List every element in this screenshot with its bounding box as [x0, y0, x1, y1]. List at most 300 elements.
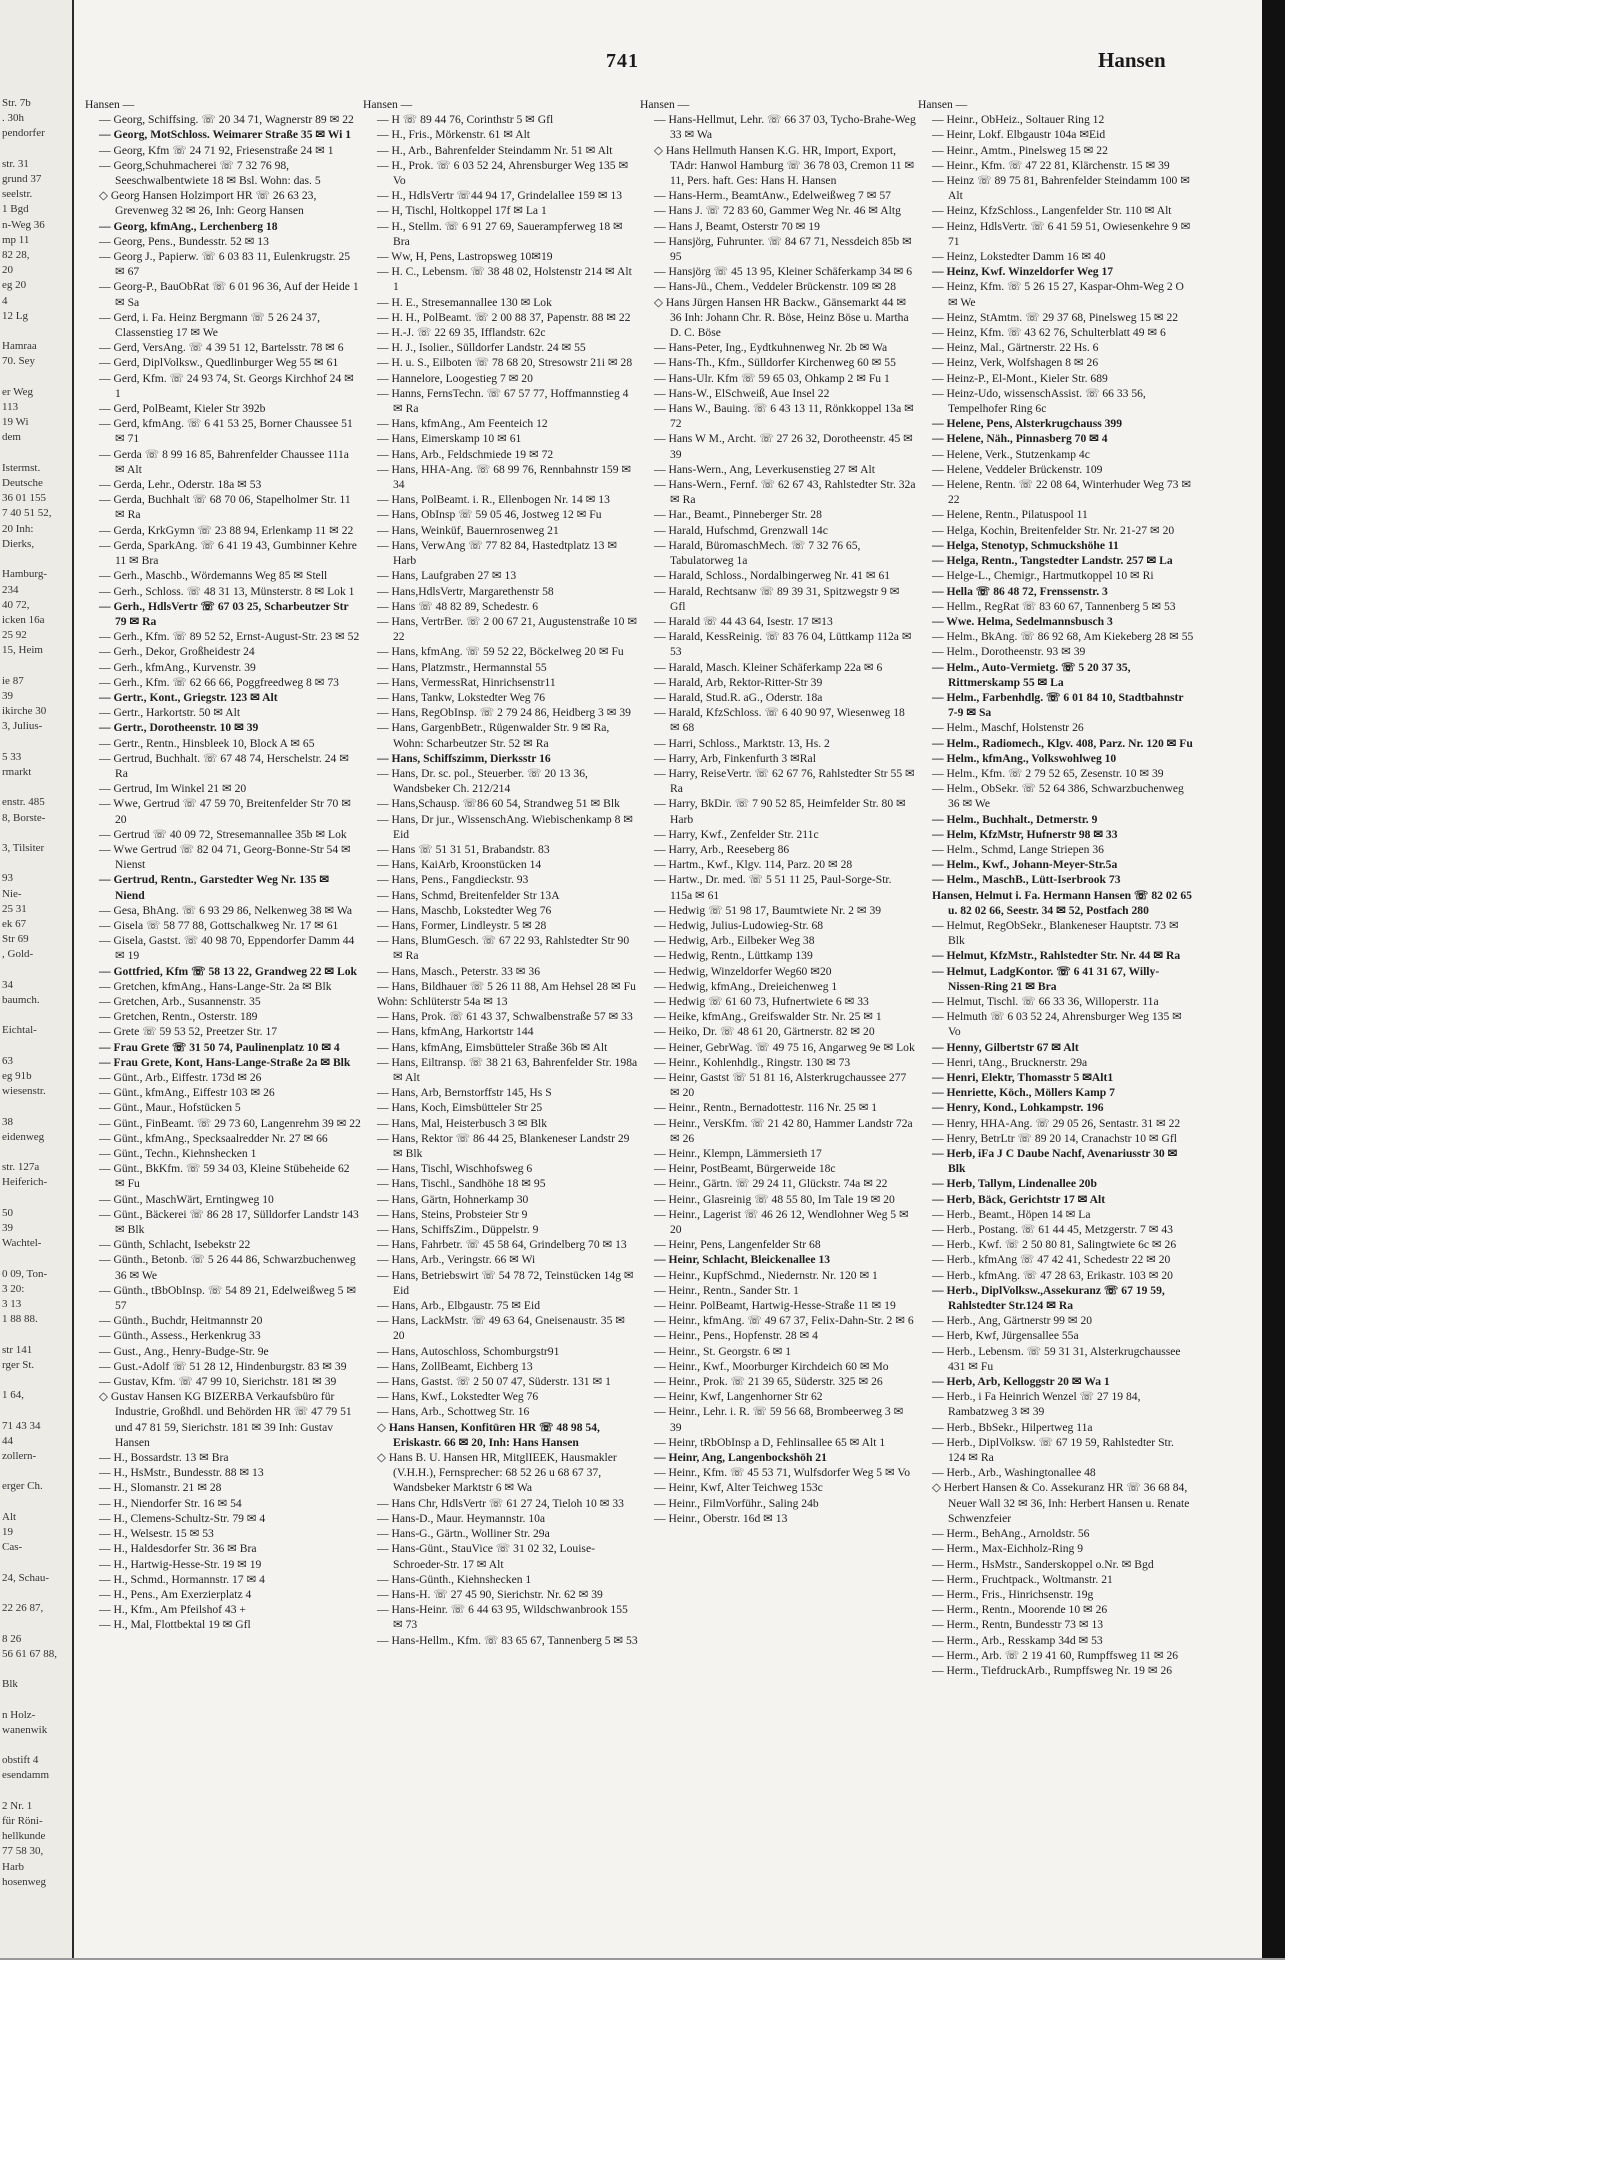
previous-page-fragment: 4 — [2, 294, 8, 307]
directory-entry: — Hartm., Kwf., Klgv. 114, Parz. 20 ✉ 28 — [654, 858, 853, 872]
directory-entry: — Hans, Tischl, Wischhofsweg 6 — [377, 1162, 533, 1176]
column-heading: Hansen — — [363, 98, 413, 111]
directory-entry: — Georg, kfmAng., Lerchenberg 18 — [99, 219, 278, 233]
directory-entry: — Harry, BkDir. ☏ 7 90 52 85, Heimfelder Str. 80 ✉ Harb — [654, 797, 906, 826]
directory-entry: — Herm., HsMstr., Sanderskoppel o.Nr. ✉ Bgd — [932, 1557, 1154, 1571]
previous-page-fragment: 1 64, — [2, 1389, 24, 1402]
directory-entry: — Herb., Kwf. ☏ 2 50 80 81, Salingtwiete 6c ✉ 26 — [932, 1238, 1177, 1252]
directory-entry: — Heinr., Kohlenhdlg., Ringstr. 130 ✉ 73 — [654, 1055, 851, 1069]
previous-page-fragment — [0, 1784, 57, 1799]
directory-entry: — Günt., FinBeamt. ☏ 29 73 60, Langenrehm 39 ✉ 22 — [99, 1116, 361, 1130]
directory-entry: — Hans, Rektor ☏ 86 44 25, Blankeneser Landstr 29 ✉ Blk — [377, 1131, 630, 1161]
directory-entry: — Heinr., KupfSchmd., Niedernstr. Nr. 120 ✉ 1 — [654, 1268, 878, 1282]
previous-page-fragment: 1 Bgd — [2, 203, 29, 216]
directory-entry: — Hans, Schiffszimm, Dierksstr 16 — [377, 751, 551, 765]
directory-entry: — Helm., Dorotheenstr. 93 ✉ 39 — [932, 645, 1086, 659]
directory-entry: — Günt., Maur., Hofstücken 5 — [99, 1101, 241, 1115]
directory-entry: — Herm., TiefdruckArb., Rumpffsweg Nr. 19 ✉ 26 — [932, 1663, 1173, 1677]
directory-entry: — H ☏ 89 44 76, Corinthstr 5 ✉ Gfl — [377, 113, 554, 127]
directory-entry: — Hans, Tischl., Sandhöhe 18 ✉ 95 — [377, 1177, 546, 1191]
previous-page-fragment — [0, 1039, 57, 1054]
directory-entry: — Hans, VermessRat, Hinrichsenstr11 — [377, 675, 556, 689]
directory-entry: — Hans, ObInsp ☏ 59 05 46, Jostweg 12 ✉ Fu — [377, 508, 602, 522]
directory-entry: — Gerd, DiplVolksw., Quedlinburger Weg 55 ✉ 61 — [99, 356, 339, 370]
directory-entry: — Helm., Kfm. ☏ 2 79 52 65, Zesenstr. 10 ✉ 39 — [932, 766, 1164, 780]
directory-entry: — Heinr., Kwf., Moorburger Kirchdeich 60 ✉ Mo — [654, 1359, 889, 1373]
previous-page-fragment: 34 — [2, 978, 13, 991]
previous-page-fragment: Cas- — [2, 1541, 23, 1554]
directory-entry: — Georg,Schuhmacherei ☏ 7 32 76 98, Seeschwalbentwiete 18 ✉ Bsl. Wohn: das. 5 — [99, 158, 321, 188]
directory-entry: — Henri, tAng., Brucknerstr. 29a — [932, 1055, 1088, 1069]
directory-entry: — H., Stellm. ☏ 6 91 27 69, Sauerampferweg 18 ✉ Bra — [377, 219, 623, 248]
directory-entry: — Hans, Gärtn, Hohnerkamp 30 — [377, 1192, 529, 1206]
directory-entry: — H., Pens., Am Exerzierplatz 4 — [99, 1587, 252, 1601]
directory-entry: — Hans, Schmd, Breitenfelder Str 13A — [377, 888, 560, 902]
previous-page-fragment — [0, 1191, 57, 1206]
previous-page-fragment: , Gold- — [2, 948, 34, 961]
previous-page-fragment — [0, 735, 57, 750]
directory-entry: — Heinr., VersKfm. ☏ 21 42 80, Hammer Landstr 72a ✉ 26 — [654, 1116, 913, 1145]
directory-entry: — Hans-G., Gärtn., Wolliner Str. 29a — [377, 1527, 550, 1541]
previous-page-fragment: er Weg — [2, 385, 33, 398]
directory-entry: — Wwe. Helma, Sedelmannsbusch 3 — [932, 614, 1113, 628]
directory-entry: — Helga, Stenotyp, Schmuckshöhe 11 — [932, 538, 1119, 552]
directory-entry: — Hedwig, Winzeldorfer Weg60 ✉20 — [654, 964, 832, 978]
directory-entry: — Hans-Jü., Chem., Veddeler Brückenstr. 109 ✉ 28 — [654, 280, 896, 294]
previous-page-fragment: 3 20: — [2, 1282, 25, 1295]
directory-entry: — Helm., Maschf, Holstenstr 26 — [932, 721, 1084, 735]
directory-entry: — Gretchen, kfmAng., Hans-Lange-Str. 2a ✉ Blk — [99, 979, 332, 993]
previous-page-fragment: esendamm — [2, 1769, 50, 1782]
previous-page-fragment — [0, 1495, 57, 1510]
directory-entry: — Heinr, Ang, Langenbockshöh 21 — [654, 1451, 827, 1465]
directory-entry: — H., Schmd., Hormannstr. 17 ✉ 4 — [99, 1572, 265, 1586]
directory-entry: — Herb., Arb., Washingtonallee 48 — [932, 1466, 1096, 1480]
previous-page-fragment: 82 28, — [2, 249, 30, 262]
directory-entry: — Hans, Masch., Peterstr. 33 ✉ 36 — [377, 964, 540, 978]
directory-entry: — Gerh., Schloss. ☏ 48 31 13, Münsterstr. 8 ✉ Lok 1 — [99, 584, 355, 598]
previous-page-fragment: 71 43 34 — [2, 1419, 41, 1432]
directory-entry: — Henry, BetrLtr ☏ 89 20 14, Cranachstr 10 ✉ Gfl — [932, 1131, 1177, 1145]
previous-page-fragment: 3, Tilsiter — [2, 841, 45, 854]
directory-entry: ◇ Gustav Hansen KG BIZERBA Verkaufsbüro für Industrie, Großhdl. und Behörden HR ☏ 47 79 51 und 47 81 59, Sierichstr. 181 ✉ 39 Inh: Gustav Hansen — [99, 1390, 352, 1449]
directory-entry: — Herm., Rentn., Moorende 10 ✉ 26 — [932, 1603, 1108, 1617]
directory-entry: — Hans, VerwAng ☏ 77 82 84, Hastedtplatz 13 ✉ Harb — [377, 538, 618, 568]
directory-entry: — Hans W., Bauing. ☏ 6 43 13 11, Rönkkoppel 13a ✉ 72 — [654, 402, 914, 431]
directory-entry: — Heinr., Gärtn. ☏ 29 24 11, Glückstr. 74a ✉ 22 — [654, 1177, 888, 1191]
directory-entry: — Gerda, Buchhalt ☏ 68 70 06, Stapelholmer Str. 11 ✉ Ra — [99, 493, 351, 522]
previous-page-fragment: 8, Borste- — [2, 811, 46, 824]
directory-column-1 — [85, 97, 361, 1633]
directory-entry: — Helm., Buchhalt., Detmerstr. 9 — [932, 812, 1098, 826]
directory-entry: — Heinz, Kfm. ☏ 43 62 76, Schulterblatt 49 ✉ 6 — [932, 326, 1166, 340]
directory-entry: — Hans, Arb., Veringstr. 66 ✉ Wi — [377, 1253, 536, 1267]
previous-page-fragment: 2 Nr. 1 — [2, 1799, 33, 1812]
previous-page-fragment: Alt — [2, 1510, 17, 1523]
directory-entry: — Frau Grete, Kont, Hans-Lange-Straße 2a ✉ Blk — [99, 1055, 351, 1069]
directory-entry: — Heinz, Verk, Wolfshagen 8 ✉ 26 — [932, 356, 1099, 370]
previous-page-fragment: Harb — [2, 1860, 24, 1873]
directory-entry: — Herb., kfmAng. ☏ 47 28 63, Erikastr. 103 ✉ 20 — [932, 1268, 1173, 1282]
previous-page-fragment: rger St. — [2, 1358, 35, 1371]
directory-entry: — Günt., BkKfm. ☏ 59 34 03, Kleine Stübeheide 62 ✉ Fu — [99, 1162, 350, 1191]
directory-entry: — Hansjörg, Fuhrunter. ☏ 84 67 71, Nessdeich 85b ✉ 95 — [654, 234, 912, 264]
directory-entry: — Günt., kfmAng., Eiffestr 103 ✉ 26 — [99, 1086, 275, 1100]
previous-page-fragment: 93 — [2, 872, 13, 885]
previous-page-fragment: n-Weg 36 — [2, 218, 45, 231]
directory-entry: — Gerh., Maschb., Wördemanns Weg 85 ✉ Stell — [99, 569, 328, 583]
directory-entry: ◇ Georg Hansen Holzimport HR ☏ 26 63 23, Grevenweg 32 ✉ 26, Inh: Georg Hansen — [99, 189, 317, 218]
directory-entry: — Wwe Gertrud ☏ 82 04 71, Georg-Bonne-Str 54 ✉ Nienst — [99, 842, 351, 872]
directory-entry: — Herb, iFa J C Daube Nachf, Avenariusstr 30 ✉ Blk — [932, 1147, 1178, 1176]
previous-page-fragment: 7 40 51 52, — [2, 507, 52, 520]
directory-entry: — Hans, Laufgraben 27 ✉ 13 — [377, 569, 517, 583]
directory-entry: — Heinr, Lokf. Elbgaustr 104a ✉Eid — [932, 128, 1106, 142]
directory-entry: — Herb., DiplVolksw. ☏ 67 19 59, Rahlstedter Str. 124 ✉ Ra — [932, 1435, 1174, 1465]
previous-page-fragment: 40 72, — [2, 598, 30, 611]
directory-entry: — Hans ☏ 51 31 51, Brabandstr. 83 — [377, 842, 550, 856]
directory-entry: — Grete ☏ 59 53 52, Preetzer Str. 17 — [99, 1025, 278, 1039]
directory-entry: — Herb, Tallym, Lindenallee 20b — [932, 1177, 1097, 1191]
directory-entry: — Hans-Günt., StauVice ☏ 31 02 32, Louise-Schroeder-Str. 17 ✉ Alt — [377, 1542, 595, 1571]
directory-entry: — Henry, HHA-Ang. ☏ 29 05 26, Sentastr. 31 ✉ 22 — [932, 1116, 1181, 1130]
directory-entry: — Hans-Günth., Kiehnshecken 1 — [377, 1572, 532, 1586]
previous-page-fragment: 20 — [2, 264, 13, 277]
directory-entry: — Gesa, BhAng. ☏ 6 93 29 86, Nelkenweg 38 ✉ Wa — [99, 903, 352, 917]
previous-page-fragment: eidenweg — [2, 1130, 45, 1143]
directory-entry: — Günt., Techn., Kiehnshecken 1 — [99, 1147, 257, 1161]
previous-page-fragment: 12 Lg — [2, 309, 28, 322]
directory-entry: — Hans, Fahrbetr. ☏ 45 58 64, Grindelberg 70 ✉ 13 — [377, 1238, 627, 1252]
directory-entry: — H., Prok. ☏ 6 03 52 24, Ahrensburger Weg 135 ✉ Vo — [377, 158, 629, 188]
previous-page-fragment — [0, 856, 57, 871]
directory-entry: — Heinz ☏ 89 75 81, Bahrenfelder Steindamm 100 ✉ Alt — [932, 174, 1190, 203]
directory-entry: — Heinr, Gastst ☏ 51 81 16, Alsterkrugchaussee 277 ✉ 20 — [654, 1071, 907, 1100]
directory-column-2 — [363, 97, 639, 1648]
previous-page-fragment: str 141 — [2, 1343, 33, 1356]
directory-entry: — Helmut, RegObSekr., Blankeneser Hauptstr. 73 ✉ Blk — [932, 918, 1179, 948]
directory-entry: — Helene, Näh., Pinnasberg 70 ✉ 4 — [932, 432, 1108, 446]
previous-page-fragment: dem — [2, 431, 21, 444]
previous-page-fragment: seelstr. — [2, 188, 33, 201]
directory-entry: — Hedwig ☏ 51 98 17, Baumtwiete Nr. 2 ✉ 39 — [654, 903, 882, 917]
directory-entry: — Heinr., Amtm., Pinelsweg 15 ✉ 22 — [932, 143, 1108, 157]
directory-entry: — Hella ☏ 86 48 72, Frenssenstr. 3 — [932, 584, 1108, 598]
previous-page-fragment — [0, 1403, 57, 1418]
directory-entry: — H., Clemens-Schultz-Str. 79 ✉ 4 — [99, 1511, 266, 1525]
directory-entry: — Gerh., kfmAng., Kurvenstr. 39 — [99, 660, 256, 674]
previous-page-fragment: icken 16a — [2, 613, 45, 626]
previous-page-fragment: 5 33 — [2, 750, 22, 763]
previous-page-fragment: str. 31 — [2, 157, 29, 170]
previous-page-fragment: ikirche 30 — [2, 705, 47, 718]
previous-page-fragment — [0, 370, 57, 385]
directory-entry: — Helmut, KfzMstr., Rahlstedter Str. Nr. 44 ✉ Ra — [932, 949, 1181, 963]
directory-entry: — Heinr. PolBeamt, Hartwig-Hesse-Straße 11 ✉ 19 — [654, 1299, 896, 1313]
directory-entry: Wohn: Schlüterstr 54a ✉ 13 — [377, 994, 508, 1008]
directory-entry: — H., HdlsVertr ☏44 94 17, Grindelallee 159 ✉ 13 — [377, 189, 623, 203]
directory-entry: — Hans, Pens., Fangdieckstr. 93 — [377, 873, 529, 887]
directory-entry: — Gerh., Dekor, Großheidestr 24 — [99, 645, 255, 659]
scan-edge — [1262, 0, 1285, 1960]
previous-page-fragment: erger Ch. — [2, 1480, 43, 1493]
previous-page-fragment — [0, 1616, 57, 1631]
directory-entry: — H., Mal, Flottbektal 19 ✉ Gfl — [99, 1618, 251, 1632]
directory-entry: — Gustav, Kfm. ☏ 47 99 10, Sierichstr. 181 ✉ 39 — [99, 1375, 337, 1389]
directory-entry: — Hans-H. ☏ 27 45 90, Sierichstr. Nr. 62 ✉ 39 — [377, 1587, 603, 1601]
directory-entry: — Herm., Fruchtpack., Woltmanstr. 21 — [932, 1572, 1113, 1586]
previous-page-fragment: 3, Julius- — [2, 720, 43, 733]
previous-page-fragment: wiesenstr. — [2, 1085, 46, 1098]
directory-entry: — Hans-W., ElSchweiß, Aue Insel 22 — [654, 386, 830, 400]
directory-entry: — Helga, Kochin, Breitenfelder Str. Nr. 21-27 ✉ 20 — [932, 523, 1175, 537]
directory-entry: — Hans, Gastst. ☏ 2 50 07 47, Süderstr. 131 ✉ 1 — [377, 1375, 611, 1389]
previous-page-fragment: rmarkt — [2, 765, 32, 778]
directory-entry: — Henri, Elektr, Thomasstr 5 ✉Alt1 — [932, 1071, 1114, 1084]
directory-entry: — Günt., Bäckerei ☏ 86 28 17, Sülldorfer Landstr 143 ✉ Blk — [99, 1207, 359, 1237]
directory-entry: — Georg, Pens., Bundesstr. 52 ✉ 13 — [99, 234, 269, 248]
directory-entry: — H, Tischl, Holtkoppel 17f ✉ La 1 — [377, 204, 547, 218]
directory-entry: — Hans, Kwf., Lokstedter Weg 76 — [377, 1390, 539, 1404]
directory-entry: — H. E., Stresemannallee 130 ✉ Lok — [377, 295, 552, 309]
directory-entry: — Herb., i Fa Heinrich Wenzel ☏ 27 19 84, Rambatzweg 3 ✉ 39 — [932, 1390, 1141, 1419]
previous-page-fragment: 24, Schau- — [2, 1571, 50, 1584]
directory-entry: — Herb., Beamt., Höpen 14 ✉ La — [932, 1207, 1091, 1221]
previous-page-fragment — [0, 1145, 57, 1160]
directory-entry: — Heinr., Oberstr. 16d ✉ 13 — [654, 1511, 788, 1525]
directory-entry: — Heinz, HdlsVertr. ☏ 6 41 59 51, Owiesenkehre 9 ✉ 71 — [932, 219, 1191, 248]
directory-entry: — Hellm., RegRat ☏ 83 60 67, Tannenberg 5 ✉ 53 — [932, 599, 1176, 613]
directory-entry: — Gerd, PolBeamt, Kieler Str 392b — [99, 402, 266, 416]
previous-page-fragment — [0, 1738, 57, 1753]
directory-entry: — Hans-Th., Kfm., Sülldorfer Kirchenweg 60 ✉ 55 — [654, 356, 896, 370]
directory-entry: — Heinr., Kfm. ☏ 45 53 71, Wulfsdorfer Weg 5 ✉ Vo — [654, 1466, 911, 1480]
directory-entry: — Heinr, Kwf, Langenhorner Str 62 — [654, 1390, 823, 1404]
previous-page-fragment — [0, 1327, 57, 1342]
directory-entry: — Hans, Steins, Probsteier Str 9 — [377, 1207, 528, 1221]
directory-entry: — Helene, Veddeler Brückenstr. 109 — [932, 462, 1103, 476]
directory-entry: — Georg-P., BauObRat ☏ 6 01 96 36, Auf der Heide 1 ✉ Sa — [99, 280, 359, 309]
directory-entry: — H.-J. ☏ 22 69 35, Ifflandstr. 62c — [377, 326, 546, 340]
directory-entry: — Hans, Arb, Bernstorffstr 145, Hs S — [377, 1086, 552, 1100]
directory-entry: — Helene, Pens, Alsterkrugchauss 399 — [932, 417, 1123, 431]
previous-page-fragment: 25 92 — [2, 629, 27, 642]
previous-page-fragment — [0, 1251, 57, 1266]
column-heading: Hansen — — [640, 98, 690, 111]
directory-entry: — Harald, Masch. Kleiner Schäferkamp 22a ✉ 6 — [654, 660, 883, 674]
previous-page-fragment — [0, 963, 57, 978]
directory-entry: — Heinr., kfmAng. ☏ 49 67 37, Felix-Dahn-Str. 2 ✉ 6 — [654, 1314, 914, 1328]
directory-entry: Hansen, Helmut i. Fa. Hermann Hansen ☏ 82 02 65 u. 82 02 66, Seestr. 34 ✉ 52, Postfach 280 — [932, 888, 1192, 917]
directory-entry: — H. J., Isolier., Sülldorfer Landstr. 24 ✉ 55 — [377, 341, 586, 355]
previous-page-fragment: 36 01 155 — [2, 492, 46, 505]
directory-entry: — Gerda, KrkGymn ☏ 23 88 94, Erlenkamp 11 ✉ 22 — [99, 523, 354, 537]
directory-entry: — Hans W M., Archt. ☏ 27 26 32, Dorotheenstr. 45 ✉ 39 — [654, 432, 913, 461]
directory-entry: — Günt., MaschWärt, Erntingweg 10 — [99, 1192, 274, 1206]
directory-entry: — Hans-Hellmut, Lehr. ☏ 66 37 03, Tycho-Brahe-Weg 33 ✉ Wa — [654, 113, 916, 142]
directory-entry: — H., Haldesdorfer Str. 36 ✉ Bra — [99, 1542, 257, 1556]
directory-entry: — Hans, VertrBer. ☏ 2 00 67 21, Augustenstraße 10 ✉ 22 — [377, 614, 638, 644]
directory-entry: — Hans, KaiArb, Kroonstücken 14 — [377, 858, 542, 872]
directory-entry: — Harald, KessReinig. ☏ 83 76 04, Lüttkamp 112a ✉ 53 — [654, 630, 912, 659]
directory-entry: — Hans, Betriebswirt ☏ 54 78 72, Teinstücken 14g ✉ Eid — [377, 1268, 634, 1297]
directory-entry: — Helm., Kwf., Johann-Meyer-Str.5a — [932, 858, 1118, 872]
column-heading: Hansen — — [85, 98, 135, 111]
directory-entry: — Hans, Arb., Feldschmiede 19 ✉ 72 — [377, 447, 554, 461]
directory-entry: — Hans, GargenbBetr., Rügenwalder Str. 9 ✉ Ra, Wohn: Scharbeutzer Str. 52 ✉ Ra — [377, 721, 610, 750]
scan-bottom-edge — [0, 1958, 1285, 1960]
directory-entry: — Gerd, VersAng. ☏ 4 39 51 12, Bartelsstr. 78 ✉ 6 — [99, 341, 344, 355]
directory-entry: — Hartw., Dr. med. ☏ 5 51 11 25, Paul-Sorge-Str. 115a ✉ 61 — [654, 873, 892, 902]
previous-page-fragment — [0, 1556, 57, 1571]
directory-entry: — Hedwig ☏ 61 60 73, Hufnertwiete 6 ✉ 33 — [654, 994, 869, 1008]
directory-entry: — Hans, BlumGesch. ☏ 67 22 93, Rahlstedter Str 90 ✉ Ra — [377, 934, 630, 963]
directory-entry: — Herb., kfmAng ☏ 47 42 41, Schedestr 22 ✉ 20 — [932, 1253, 1171, 1267]
previous-page-fragment: Nie- — [2, 887, 22, 900]
directory-entry: — Heinz, Kfm. ☏ 5 26 15 27, Kaspar-Ohm-Weg 2 O ✉ We — [932, 280, 1184, 309]
previous-page-fragment: Istermst. — [2, 461, 41, 474]
directory-entry: — Gertr., Harkortstr. 50 ✉ Alt — [99, 706, 241, 720]
previous-page-fragment: Wachtel- — [2, 1237, 42, 1250]
directory-entry: — Hans, Koch, Eimsbütteler Str 25 — [377, 1101, 543, 1115]
directory-entry: — Heinr., Pens., Hopfenstr. 28 ✉ 4 — [654, 1329, 818, 1343]
directory-entry: — Herb., DiplVolksw.,Assekuranz ☏ 67 19 59, Rahlstedter Str.124 ✉ Ra — [932, 1283, 1165, 1313]
previous-page-fragment — [0, 659, 57, 674]
directory-entry: — H., Welsestr. 15 ✉ 53 — [99, 1527, 214, 1541]
directory-entry: — Heinr., Kfm. ☏ 47 22 81, Klärchenstr. 15 ✉ 39 — [932, 158, 1170, 172]
directory-entry: — Gerh., HdlsVertr ☏ 67 03 25, Scharbeutzer Str 79 ✉ Ra — [99, 599, 349, 628]
directory-entry: — Heinr, tRbObInsp a D, Fehlinsallee 65 ✉ Alt 1 — [654, 1435, 886, 1449]
directory-entry: — Hans, Dr. sc. pol., Steuerber. ☏ 20 13 36, Wandsbeker Ch. 212/214 — [377, 766, 588, 796]
directory-entry: — Gust., Ang., Henry-Budge-Str. 9e — [99, 1344, 269, 1358]
previous-page-fragment: 39 — [2, 1222, 13, 1235]
directory-entry: — Hans, PolBeamt. i. R., Ellenbogen Nr. 14 ✉ 13 — [377, 493, 610, 507]
previous-page-fragment: 22 26 87, — [2, 1602, 44, 1615]
directory-entry: — Gertr., Rentn., Hinsbleek 10, Block A ✉ 65 — [99, 736, 315, 750]
directory-entry: — H., Arb., Bahrenfelder Steindamm Nr. 51 ✉ Alt — [377, 143, 613, 157]
directory-entry: — Hans, Eiltransp. ☏ 38 21 63, Bahrenfelder Str. 198a ✉ Alt — [377, 1055, 638, 1084]
previous-page-fragments — [0, 96, 57, 1890]
directory-entry: — Heiko, Dr. ☏ 48 61 20, Gärtnerstr. 82 ✉ 20 — [654, 1025, 875, 1039]
directory-column-4 — [918, 97, 1194, 1678]
directory-entry: — H. u. S., Eilboten ☏ 78 68 20, Stresowstr 21i ✉ 28 — [377, 356, 633, 370]
directory-entry: — Gertr., Dorotheenstr. 10 ✉ 39 — [99, 721, 259, 735]
previous-page-fragment: 38 — [2, 1115, 13, 1128]
directory-entry: — Gertrud, Rentn., Garstedter Weg Nr. 135 ✉ Niend — [99, 873, 330, 902]
directory-entry: — Herm., BehAng., Arnoldstr. 56 — [932, 1527, 1090, 1541]
directory-entry: — Helm., Radiomech., Klgv. 408, Parz. Nr. 120 ✉ Fu — [932, 736, 1193, 750]
directory-entry: — Günth., Buchdr, Heitmannstr 20 — [99, 1314, 263, 1328]
previous-page-fragment: Eichtal- — [2, 1024, 37, 1037]
previous-page-fragment: Str 69 — [2, 933, 29, 946]
previous-page-fragment: 56 61 67 88, — [2, 1647, 57, 1660]
directory-entry: — Har., Beamt., Pinneberger Str. 28 — [654, 508, 822, 522]
directory-entry: — Heinr, PostBeamt, Bürgerweide 18c — [654, 1162, 836, 1176]
directory-entry: — Harry, ReiseVertr. ☏ 62 67 76, Rahlstedter Str 55 ✉ Ra — [654, 766, 915, 796]
directory-entry: — Helm., kfmAng., Volkswohlweg 10 — [932, 751, 1117, 765]
directory-entry: — Hans, HHA-Ang. ☏ 68 99 76, Rennbahnstr 159 ✉ 34 — [377, 462, 632, 492]
previous-page-fragment: obstift 4 — [2, 1754, 39, 1767]
directory-entry: — Hannelore, Loogestieg 7 ✉ 20 — [377, 371, 533, 385]
directory-entry: — Henry, Kond., Lohkampstr. 196 — [932, 1101, 1104, 1115]
directory-entry: — Hans,Schausp. ☏86 60 54, Strandweg 51 ✉ Blk — [377, 797, 620, 811]
directory-entry: — Gust.-Adolf ☏ 51 28 12, Hindenburgstr. 83 ✉ 39 — [99, 1359, 347, 1373]
previous-page-fragment: Dierks, — [2, 537, 35, 550]
directory-entry: — Gretchen, Arb., Susannenstr. 35 — [99, 994, 261, 1008]
directory-entry: — Heinr., Lagerist ☏ 46 26 12, Wendlohner Weg 5 ✉ 20 — [654, 1207, 909, 1237]
directory-entry: — Hans, Dr jur., WissenschAng. Wiebischenkamp 8 ✉ Eid — [377, 812, 633, 841]
directory-entry: — Gertr., Kont., Griegstr. 123 ✉ Alt — [99, 690, 278, 704]
directory-entry: — Hans, Mal, Heisterbusch 3 ✉ Blk — [377, 1116, 548, 1130]
previous-page-fragment — [0, 780, 57, 795]
directory-entry: — Helga, Rentn., Tangstedter Landstr. 257 ✉ La — [932, 554, 1173, 568]
directory-entry: — Gerh., Kfm. ☏ 89 52 52, Ernst-August-Str. 23 ✉ 52 — [99, 630, 360, 644]
directory-entry: — Günt., kfmAng., Specksaalredder Nr. 27 ✉ 66 — [99, 1131, 328, 1145]
directory-entry: — Günt., Arb., Eiffestr. 173d ✉ 26 — [99, 1071, 262, 1084]
previous-page-fragment: für Röni- — [2, 1814, 43, 1827]
directory-entry: ◇ Herbert Hansen & Co. Assekuranz HR ☏ 36 68 84, Neuer Wall 32 ✉ 36, Inh: Herbert Hansen u. Renate Schwenzfeier — [932, 1481, 1190, 1525]
directory-entry: — Harry, Kwf., Zenfelder Str. 211c — [654, 827, 819, 841]
previous-page-fragment: wanenwik — [2, 1723, 48, 1736]
directory-entry: — Herm., Max-Eichholz-Ring 9 — [932, 1542, 1084, 1556]
previous-page-fragment — [0, 1586, 57, 1601]
directory-entry: — H. H., PolBeamt. ☏ 2 00 88 37, Papenstr. 88 ✉ 22 — [377, 310, 631, 324]
previous-page-fragment: enstr. 485 — [2, 796, 45, 809]
directory-entry: — Gretchen, Rentn., Osterstr. 189 — [99, 1010, 258, 1024]
directory-entry: — Helene, Verk., Stutzenkamp 4c — [932, 447, 1090, 461]
directory-entry: — Gerda ☏ 8 99 16 85, Bahrenfelder Chaussee 111a ✉ Alt — [99, 447, 349, 476]
directory-entry: — Harry, Arb., Reeseberg 86 — [654, 842, 790, 856]
directory-entry: — Harry, Arb, Finkenfurth 3 ✉Ral — [654, 751, 816, 765]
directory-entry: — Hans-Wern., Fernf. ☏ 62 67 43, Rahlstedter Str. 32a ✉ Ra — [654, 478, 916, 507]
previous-page-fragment — [0, 1373, 57, 1388]
directory-entry: — Hans, Eimerskamp 10 ✉ 61 — [377, 432, 522, 446]
directory-entry: — Heinr., Lehr. i. R. ☏ 59 56 68, Brombeerweg 3 ✉ 39 — [654, 1405, 904, 1434]
directory-entry: — H., Bossardstr. 13 ✉ Bra — [99, 1451, 229, 1465]
directory-entry: — Hans J. ☏ 72 83 60, Gammer Weg Nr. 46 ✉ Altg — [654, 204, 901, 218]
directory-entry: — Heinr, Pens, Langenfelder Str 68 — [654, 1238, 821, 1252]
directory-column-3 — [640, 97, 916, 1526]
directory-entry: — H., Niendorfer Str. 16 ✉ 54 — [99, 1496, 242, 1510]
directory-entry: — Hans, Weinküf, Bauernrosenweg 21 — [377, 523, 559, 537]
directory-entry: — Helene, Rentn. ☏ 22 08 64, Winterhuder Weg 73 ✉ 22 — [932, 478, 1192, 507]
previous-page-fragment: ek 67 — [2, 917, 27, 930]
directory-entry: — Henriette, Köch., Möllers Kamp 7 — [932, 1086, 1115, 1100]
directory-entry: — Hans, kfmAng, Eimsbütteler Straße 36b ✉ Alt — [377, 1040, 608, 1054]
previous-page-fragment: baumch. — [2, 993, 40, 1006]
directory-entry: — Günth, Schlacht, Isebekstr 22 — [99, 1238, 251, 1252]
directory-entry: ◇ Hans Jürgen Hansen HR Backw., Gänsemarkt 44 ✉ 36 Inh: Johann Chr. R. Böse, Heinz Böse u. Martha D. C. Böse — [654, 295, 909, 340]
previous-page-fragment — [0, 324, 57, 339]
directory-entry: — Hans,HdlsVertr, Margarethenstr 58 — [377, 584, 554, 598]
directory-entry: — Hans, Platzmstr., Hermannstal 55 — [377, 660, 547, 674]
directory-entry: — Heinr., FilmVorführ., Saling 24b — [654, 1496, 819, 1510]
previous-page-fragment: 77 58 30, — [2, 1845, 44, 1858]
directory-entry: — Hans, kfmAng. ☏ 59 52 22, Böckelweg 20 ✉ Fu — [377, 645, 624, 659]
directory-entry: — Heinz, Kwf. Winzeldorfer Weg 17 — [932, 265, 1114, 279]
previous-page-fragment: mp 11 — [2, 233, 30, 246]
directory-entry: — Gerh., Kfm. ☏ 62 66 66, Poggfreedweg 8 ✉ 73 — [99, 675, 339, 689]
previous-page-fragment: 1 88 88. — [2, 1313, 38, 1326]
directory-entry: — Hans, Autoschloss, Schomburgstr91 — [377, 1344, 560, 1358]
previous-page-fragment — [0, 142, 57, 157]
directory-entry: — Harald, Stud.R. aG., Oderstr. 18a — [654, 690, 823, 704]
directory-entry: — Gerda, Lehr., Oderstr. 18a ✉ 53 — [99, 478, 262, 492]
directory-entry: — Gerd, kfmAng. ☏ 6 41 53 25, Borner Chaussee 51 ✉ 71 — [99, 417, 353, 446]
previous-page-fragment: 20 Inh: — [2, 522, 34, 535]
previous-page-fragment: 44 — [2, 1434, 13, 1447]
previous-page-fragment: . 30h — [2, 112, 24, 125]
